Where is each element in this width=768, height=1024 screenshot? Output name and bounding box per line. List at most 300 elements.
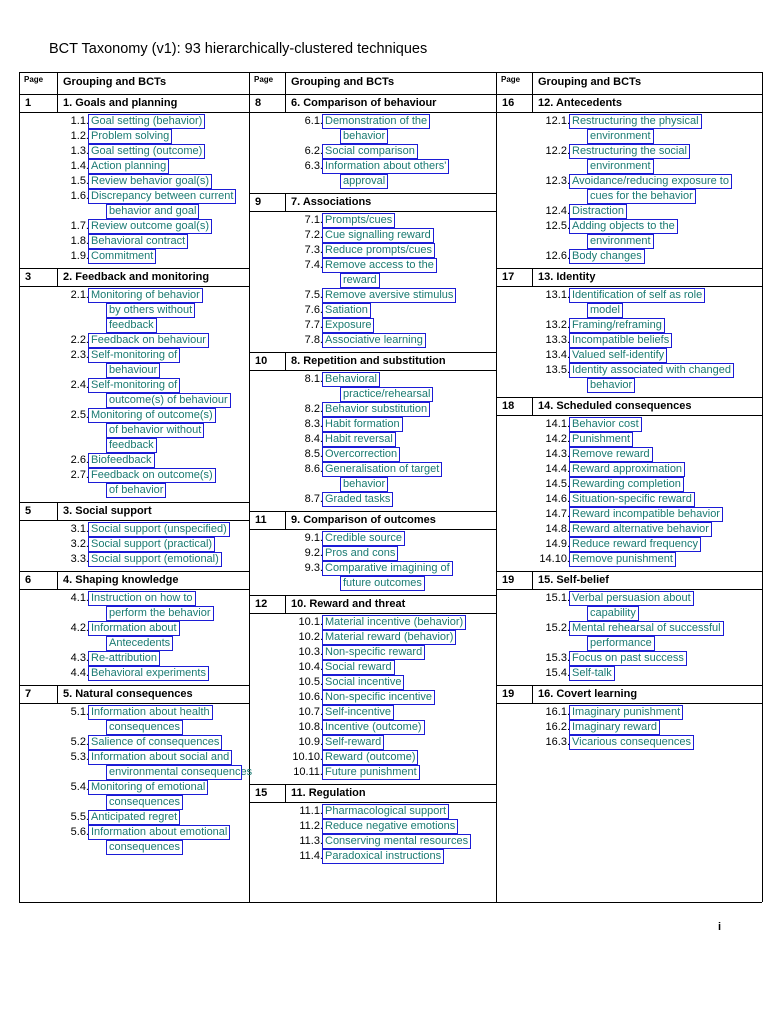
technique-label-line[interactable]: Non-specific reward	[325, 646, 423, 658]
technique-item[interactable]	[496, 219, 762, 249]
technique-item[interactable]	[496, 666, 762, 681]
technique-label-line[interactable]: Behavioral contract	[91, 235, 186, 247]
technique-item[interactable]	[496, 432, 762, 447]
technique-label-line[interactable]: Generalisation of target	[325, 463, 440, 475]
hyperlink-box	[569, 219, 678, 234]
hyperlink-box	[340, 174, 388, 189]
hyperlink-box	[587, 378, 635, 393]
technique-item[interactable]	[249, 258, 496, 288]
technique-item[interactable]	[249, 546, 496, 561]
hyperlink-box	[106, 765, 242, 780]
hyperlink-box	[106, 318, 157, 333]
technique-item[interactable]	[249, 432, 496, 447]
technique-label-line[interactable]: Problem solving	[91, 130, 170, 142]
technique-label-line[interactable]: Social incentive	[325, 676, 402, 688]
technique-label-line[interactable]: Material incentive (behavior)	[325, 616, 464, 628]
technique-label-line[interactable]: Social reward	[325, 661, 392, 673]
technique-number: 5.2.	[70, 736, 89, 748]
hyperlink-box	[322, 804, 449, 819]
technique-number: 16.1.	[545, 706, 570, 718]
technique-label-line[interactable]: Overcorrection	[325, 448, 398, 460]
technique-item[interactable]	[496, 249, 762, 264]
technique-item[interactable]	[249, 615, 496, 630]
technique-item[interactable]	[249, 750, 496, 765]
header-page-label: Page	[24, 75, 44, 84]
hyperlink-box	[569, 735, 694, 750]
technique-label-line[interactable]: Self-monitoring of	[91, 379, 178, 391]
technique-label-line[interactable]: practice/rehearsal	[343, 388, 431, 400]
table-rule-horizontal	[19, 589, 249, 590]
hyperlink-box	[88, 348, 180, 363]
hyperlink-box	[322, 243, 435, 258]
technique-item[interactable]	[249, 318, 496, 333]
technique-item[interactable]	[249, 288, 496, 303]
technique-label-line[interactable]: Exposure	[325, 319, 372, 331]
technique-label-line[interactable]: Self-reward	[325, 736, 382, 748]
document-title: BCT Taxonomy (v1): 93 hierarchically-clustered techniques	[49, 41, 428, 57]
technique-item[interactable]	[496, 204, 762, 219]
technique-number: 3.1.	[70, 523, 89, 535]
technique-label-line[interactable]: Behavior substitution	[325, 403, 428, 415]
technique-number: 4.4.	[70, 667, 89, 679]
hyperlink-box	[88, 666, 209, 681]
technique-label-line[interactable]: Information about emotional	[91, 826, 228, 838]
technique-item[interactable]	[249, 243, 496, 258]
technique-label-line[interactable]: environment	[590, 160, 651, 172]
hyperlink-box	[88, 249, 156, 264]
hyperlink-box	[322, 258, 437, 273]
hyperlink-box	[88, 453, 155, 468]
technique-label-line[interactable]: Antecedents	[109, 637, 171, 649]
technique-number: 11.2.	[299, 820, 323, 832]
hyperlink-box	[322, 114, 430, 129]
technique-item[interactable]	[249, 561, 496, 591]
technique-item[interactable]	[19, 825, 249, 855]
technique-item[interactable]	[19, 378, 249, 408]
technique-label-line[interactable]: Re-attribution	[91, 652, 158, 664]
technique-number: 4.1.	[70, 592, 89, 604]
technique-item[interactable]	[496, 318, 762, 333]
technique-label-line[interactable]: Behavior cost	[572, 418, 639, 430]
technique-label-line[interactable]: consequences	[109, 721, 180, 733]
technique-label-line[interactable]: Instruction on how to	[91, 592, 193, 604]
technique-label-line[interactable]: Restructuring the social	[572, 145, 687, 157]
technique-item[interactable]	[249, 645, 496, 660]
technique-number: 7.4.	[304, 259, 323, 271]
technique-label-line[interactable]: Adding objects to the	[572, 220, 675, 232]
technique-label-line[interactable]: Reward incompatible behavior	[572, 508, 720, 520]
technique-number: 14.10.	[539, 553, 570, 565]
technique-label-line[interactable]: Information about social and	[91, 751, 230, 763]
technique-label-line[interactable]: Distraction	[572, 205, 624, 217]
technique-label-line[interactable]: Behavioral experiments	[91, 667, 206, 679]
technique-label-line[interactable]: Anticipated regret	[91, 811, 178, 823]
technique-label-line[interactable]: Self-talk	[572, 667, 612, 679]
technique-label-line[interactable]: Behavioral	[325, 373, 377, 385]
hyperlink-box	[88, 750, 232, 765]
technique-label-line[interactable]: Self-monitoring of	[91, 349, 178, 361]
technique-number: 12.6.	[545, 250, 570, 262]
technique-item[interactable]	[19, 666, 249, 681]
technique-label-line[interactable]: Feedback on behaviour	[91, 334, 206, 346]
technique-label-line[interactable]: capability	[590, 607, 636, 619]
technique-label-line[interactable]: Discrepancy between current	[91, 190, 234, 202]
technique-label-line[interactable]: Information about health	[91, 706, 210, 718]
technique-label-line[interactable]: of behavior	[109, 484, 164, 496]
technique-label-line[interactable]: Reduce reward frequency	[572, 538, 698, 550]
technique-item[interactable]	[19, 468, 249, 498]
technique-label-line[interactable]: approval	[343, 175, 386, 187]
technique-item[interactable]	[249, 690, 496, 705]
technique-number: 10.1.	[298, 616, 323, 628]
hyperlink-box	[569, 447, 653, 462]
technique-item[interactable]	[249, 735, 496, 750]
technique-item[interactable]	[496, 705, 762, 720]
technique-item[interactable]	[496, 621, 762, 651]
technique-item[interactable]	[19, 189, 249, 219]
technique-label-line[interactable]: Incompatible beliefs	[572, 334, 670, 346]
technique-item[interactable]	[19, 348, 249, 378]
technique-item[interactable]	[19, 174, 249, 189]
hyperlink-box	[106, 636, 173, 651]
technique-item[interactable]	[19, 408, 249, 453]
technique-label-line[interactable]: Future punishment	[325, 766, 417, 778]
technique-label-line[interactable]: Verbal persuasion about	[572, 592, 691, 604]
technique-label-line[interactable]: Paradoxical instructions	[325, 850, 442, 862]
technique-label-line[interactable]: Feedback on outcome(s)	[91, 469, 213, 481]
technique-label-line[interactable]: Avoidance/reducing exposure to	[572, 175, 729, 187]
technique-number: 10.7.	[298, 706, 323, 718]
technique-item[interactable]	[19, 810, 249, 825]
technique-number: 9.2.	[304, 547, 323, 559]
technique-label-line[interactable]: Associative learning	[325, 334, 423, 346]
technique-item[interactable]	[496, 288, 762, 318]
technique-label-line[interactable]: Pros and cons	[325, 547, 396, 559]
table-rule-horizontal	[249, 370, 496, 371]
technique-label-line[interactable]: Imaginary reward	[572, 721, 657, 733]
technique-label-line[interactable]: Conserving mental resources	[325, 835, 469, 847]
technique-item[interactable]	[249, 834, 496, 849]
table-rule-horizontal	[249, 112, 496, 113]
technique-item[interactable]	[249, 303, 496, 318]
header-grouping-label: Grouping and BCTs	[538, 76, 642, 88]
technique-label-line[interactable]: perform the behavior	[109, 607, 211, 619]
technique-label-line[interactable]: Pharmacological support	[325, 805, 447, 817]
technique-label-line[interactable]: Salience of consequences	[91, 736, 220, 748]
technique-label-line[interactable]: Incentive (outcome)	[325, 721, 422, 733]
technique-label-line[interactable]: Goal setting (behavior)	[91, 115, 203, 127]
technique-label-line[interactable]: Material reward (behavior)	[325, 631, 454, 643]
technique-item[interactable]	[249, 144, 496, 159]
section-page-number: 12	[255, 598, 268, 610]
technique-item[interactable]	[496, 537, 762, 552]
technique-number: 13.2.	[545, 319, 570, 331]
technique-label-line[interactable]: Self-incentive	[325, 706, 392, 718]
technique-label-line[interactable]: Framing/reframing	[572, 319, 662, 331]
technique-item[interactable]	[19, 651, 249, 666]
technique-item[interactable]	[496, 333, 762, 348]
header-page-label: Page	[254, 75, 274, 84]
technique-number: 10.6.	[298, 691, 323, 703]
technique-item[interactable]	[496, 363, 762, 393]
technique-label-line[interactable]: Cue signalling reward	[325, 229, 431, 241]
technique-item[interactable]	[19, 552, 249, 567]
technique-label-line[interactable]: Focus on past success	[572, 652, 684, 664]
technique-item[interactable]	[496, 462, 762, 477]
technique-label-line[interactable]: Remove punishment	[572, 553, 673, 565]
technique-label-line[interactable]: Information about others'	[325, 160, 447, 172]
technique-item[interactable]	[19, 537, 249, 552]
technique-item[interactable]	[19, 735, 249, 750]
technique-item[interactable]	[496, 348, 762, 363]
technique-item[interactable]	[496, 174, 762, 204]
technique-item[interactable]	[496, 735, 762, 750]
hyperlink-box	[88, 780, 208, 795]
technique-number: 1.3.	[70, 145, 89, 157]
technique-label-line[interactable]: Information about	[91, 622, 177, 634]
technique-label-line[interactable]: Restructuring the physical	[572, 115, 699, 127]
technique-number: 3.2.	[70, 538, 89, 550]
table-rule-horizontal	[19, 520, 249, 521]
technique-label-line[interactable]: Monitoring of emotional	[91, 781, 206, 793]
technique-label-line[interactable]: Identity associated with changed	[572, 364, 731, 376]
technique-label-line[interactable]: environment	[590, 235, 651, 247]
technique-label-line[interactable]: Reduce prompts/cues	[325, 244, 432, 256]
technique-item[interactable]	[496, 651, 762, 666]
technique-item[interactable]	[249, 531, 496, 546]
hyperlink-box	[322, 432, 396, 447]
hyperlink-box	[322, 690, 435, 705]
technique-label-line[interactable]: Habit formation	[325, 418, 400, 430]
technique-label-line[interactable]: Mental rehearsal of successful	[572, 622, 721, 634]
technique-item[interactable]	[496, 417, 762, 432]
technique-label-line[interactable]: Vicarious consequences	[572, 736, 692, 748]
technique-label-line[interactable]: Credible source	[325, 532, 403, 544]
technique-number: 1.6.	[70, 190, 89, 202]
technique-item[interactable]	[249, 228, 496, 243]
technique-item[interactable]	[249, 372, 496, 402]
technique-item[interactable]	[496, 447, 762, 462]
technique-item[interactable]	[19, 750, 253, 780]
technique-number: 5.5.	[70, 811, 89, 823]
technique-label-line[interactable]: environmental consequences	[109, 766, 253, 778]
technique-number: 2.6.	[70, 454, 89, 466]
technique-label-line[interactable]: Biofeedback	[91, 454, 152, 466]
technique-item[interactable]	[249, 462, 496, 492]
technique-label-line[interactable]: reward	[343, 274, 377, 286]
technique-label-line[interactable]: Monitoring of outcome(s)	[91, 409, 213, 421]
section-page-number: 16	[502, 97, 515, 109]
technique-item[interactable]	[249, 660, 496, 675]
technique-label-line[interactable]: Social support (emotional)	[91, 553, 219, 565]
technique-number: 1.5.	[70, 175, 89, 187]
technique-label-line[interactable]: Graded tasks	[325, 493, 391, 505]
technique-label-line[interactable]: outcome(s) of behaviour	[109, 394, 228, 406]
technique-label-line[interactable]: Rewarding completion	[572, 478, 681, 490]
table-rule-vertical	[762, 72, 763, 902]
technique-item[interactable]	[496, 144, 762, 174]
technique-item[interactable]	[249, 213, 496, 228]
technique-item[interactable]	[19, 621, 249, 651]
technique-label-line[interactable]: Imaginary punishment	[572, 706, 681, 718]
hyperlink-box	[88, 825, 230, 840]
technique-label-line[interactable]: Review outcome goal(s)	[91, 220, 209, 232]
section-title: 14. Scheduled consequences	[538, 400, 692, 412]
hyperlink-box	[88, 591, 196, 606]
hyperlink-box	[88, 408, 216, 423]
technique-label-line[interactable]: Non-specific incentive	[325, 691, 432, 703]
section-title: 15. Self-belief	[538, 574, 609, 586]
technique-label-line[interactable]: Action planning	[91, 160, 167, 172]
technique-label-line[interactable]: environment	[590, 130, 651, 142]
technique-label-line[interactable]: Habit reversal	[325, 433, 393, 445]
table-rule-horizontal	[19, 72, 762, 73]
technique-number: 10.2.	[298, 631, 323, 643]
hyperlink-box	[569, 318, 665, 333]
section-title: 4. Shaping knowledge	[63, 574, 179, 586]
hyperlink-box	[322, 492, 393, 507]
technique-label-line[interactable]: performance	[590, 637, 652, 649]
hyperlink-box	[106, 606, 214, 621]
technique-label-line[interactable]: Body changes	[572, 250, 642, 262]
technique-label-line[interactable]: feedback	[109, 319, 154, 331]
technique-item[interactable]	[249, 447, 496, 462]
technique-item[interactable]	[249, 675, 496, 690]
technique-item[interactable]	[19, 249, 249, 264]
technique-label-line[interactable]: Reward (outcome)	[325, 751, 416, 763]
hyperlink-box	[569, 537, 701, 552]
technique-item[interactable]	[249, 720, 496, 735]
technique-label-line[interactable]: Social support (practical)	[91, 538, 213, 550]
technique-item[interactable]	[19, 219, 249, 234]
technique-item[interactable]	[249, 333, 496, 348]
technique-label-line[interactable]: Punishment	[572, 433, 631, 445]
technique-item[interactable]	[249, 114, 496, 144]
hyperlink-box	[569, 204, 627, 219]
technique-item[interactable]	[19, 288, 249, 333]
technique-label-line[interactable]: of behavior without	[109, 424, 202, 436]
technique-label-line[interactable]: Satiation	[325, 304, 368, 316]
technique-item[interactable]	[249, 402, 496, 417]
technique-item[interactable]	[496, 522, 762, 537]
technique-label-line[interactable]: Social support (unspecified)	[91, 523, 227, 535]
technique-label-line[interactable]: Identification of self as role	[572, 289, 703, 301]
hyperlink-box	[569, 720, 660, 735]
technique-label-line[interactable]: Situation-specific reward	[572, 493, 692, 505]
technique-item[interactable]	[19, 591, 249, 621]
technique-item[interactable]	[496, 720, 762, 735]
technique-label-line[interactable]: Comparative imagining of	[325, 562, 450, 574]
technique-label-line[interactable]: Remove aversive stimulus	[325, 289, 454, 301]
technique-label-line[interactable]: by others without	[109, 304, 193, 316]
table-rule-horizontal	[19, 286, 249, 287]
technique-item[interactable]	[19, 453, 249, 468]
technique-item[interactable]	[249, 765, 496, 780]
technique-number: 13.4.	[545, 349, 570, 361]
technique-item[interactable]	[496, 507, 762, 522]
technique-number: 8.4.	[304, 433, 323, 445]
technique-label-line[interactable]: behaviour	[109, 364, 158, 376]
hyperlink-box	[569, 333, 672, 348]
hyperlink-box	[106, 423, 204, 438]
technique-label-line[interactable]: future outcomes	[343, 577, 422, 589]
technique-item[interactable]	[496, 492, 762, 507]
technique-label-line[interactable]: Reward approximation	[572, 463, 683, 475]
hyperlink-box	[587, 636, 655, 651]
technique-item[interactable]	[19, 114, 249, 129]
technique-label-line[interactable]: feedback	[109, 439, 154, 451]
technique-label-line[interactable]: Reduce negative emotions	[325, 820, 456, 832]
technique-item[interactable]	[19, 144, 249, 159]
hyperlink-box	[106, 303, 195, 318]
technique-number: 6.3.	[304, 160, 323, 172]
technique-item[interactable]	[19, 129, 249, 144]
technique-item[interactable]	[249, 417, 496, 432]
technique-item[interactable]	[19, 780, 249, 810]
technique-item[interactable]	[249, 159, 496, 189]
section-title: 7. Associations	[291, 196, 372, 208]
hyperlink-box	[88, 114, 205, 129]
technique-label-line[interactable]: Review behavior goal(s)	[91, 175, 209, 187]
technique-label-line[interactable]: consequences	[109, 841, 180, 853]
hyperlink-box	[88, 810, 180, 825]
technique-item[interactable]	[19, 522, 249, 537]
bct-taxonomy-table	[19, 72, 762, 902]
technique-item[interactable]	[496, 477, 762, 492]
technique-item[interactable]	[249, 630, 496, 645]
technique-label-line[interactable]: model	[590, 304, 620, 316]
technique-label-line[interactable]: Valued self-identify	[572, 349, 665, 361]
technique-number: 7.3.	[304, 244, 323, 256]
technique-item[interactable]	[496, 552, 762, 567]
technique-item[interactable]	[249, 705, 496, 720]
section-page-number: 3	[25, 271, 32, 283]
technique-label-line[interactable]: behavior and goal	[109, 205, 197, 217]
technique-number: 14.8.	[545, 523, 570, 535]
technique-label-line[interactable]: Prompts/cues	[325, 214, 393, 226]
technique-label-line[interactable]: Monitoring of behavior	[91, 289, 200, 301]
technique-item[interactable]	[496, 591, 762, 621]
technique-label-line[interactable]: behavior	[343, 478, 386, 490]
section-title: 6. Comparison of behaviour	[291, 97, 437, 109]
hyperlink-box	[322, 144, 418, 159]
technique-item[interactable]	[496, 114, 762, 144]
table-rule-vertical	[532, 268, 533, 286]
technique-label-line[interactable]: cues for the behavior	[590, 190, 693, 202]
technique-label-line[interactable]: Remove access to the	[325, 259, 434, 271]
technique-label-line[interactable]: consequences	[109, 796, 180, 808]
technique-item[interactable]	[249, 819, 496, 834]
technique-item[interactable]	[19, 234, 249, 249]
technique-number: 14.3.	[545, 448, 570, 460]
technique-label-line[interactable]: behavior	[343, 130, 386, 142]
technique-label-line[interactable]: Reward alternative behavior	[572, 523, 709, 535]
technique-item[interactable]	[19, 159, 249, 174]
technique-item[interactable]	[249, 849, 496, 864]
technique-item[interactable]	[249, 804, 496, 819]
technique-item[interactable]	[249, 492, 496, 507]
hyperlink-box	[340, 273, 380, 288]
technique-label-line[interactable]: Goal setting (outcome)	[91, 145, 203, 157]
hyperlink-box	[322, 630, 456, 645]
technique-label-line[interactable]: behavior	[590, 379, 633, 391]
technique-label-line[interactable]: Demonstration of the	[325, 115, 428, 127]
technique-label-line[interactable]: Social comparison	[325, 145, 415, 157]
technique-label-line[interactable]: Remove reward	[572, 448, 650, 460]
technique-item[interactable]	[19, 333, 249, 348]
technique-item[interactable]	[19, 705, 249, 735]
technique-label-line[interactable]: Commitment	[91, 250, 154, 262]
